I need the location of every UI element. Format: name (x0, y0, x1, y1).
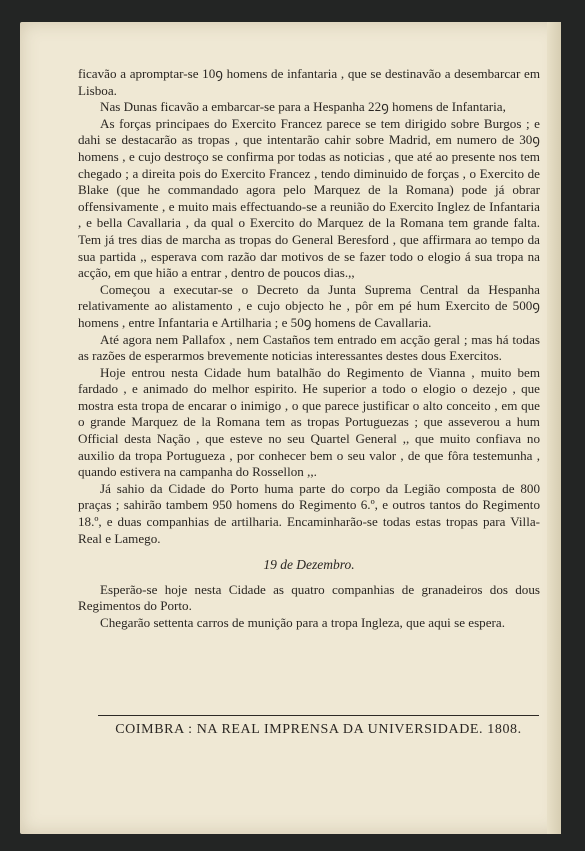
paragraph-9: Chegarão settenta carros de munição para a tropa Ingleza, que aqui se espera. (100, 615, 505, 630)
page-edge (547, 22, 561, 834)
paragraph-2: Nas Dunas ficavão a embarcar-se para a Hespanha 22ꝯ homens de Infantaria, (100, 99, 506, 115)
paragraph-7: Já sahio da Cidade do Porto huma parte do corpo da Legião composta de 800 praças ; sahirão tambem 950 homens do Regimento 6.º, e outros tantos do Regimento 18.º, e duas companhias de artilharia. Encaminharão-se todas estas tropas para Villa-Real e Lamego. (78, 480, 540, 546)
footer-rule (98, 715, 539, 716)
paragraph-8: Esperão-se hoje nesta Cidade as quatro companhias de granadeiros dos dous Regimentos do Porto. (78, 581, 540, 614)
body-text (78, 66, 540, 632)
paragraph-5: Até agora nem Pallafox , nem Castaños tem entrado em acção geral ; mas há todas as razões de esperarmos brevemente noticias interessantes destes dous Exercitos. (78, 331, 540, 364)
paragraph-4: Começou a executar-se o Decreto da Junta Suprema Central da Hespanha relativamente ao alistamento , e cujo objecto he , pôr em pé hum Exercito de 500ꝯ homens , entre Infantaria e Artilharia ; e 50ꝯ homens de Cavallaria. (78, 281, 540, 330)
imprint-line: COIMBRA : NA REAL IMPRENSA DA UNIVERSIDADE. 1808. (115, 722, 522, 737)
paragraph-3: As forças principaes do Exercito Francez parece se tem dirigido sobre Burgos ; e dahi se destacarão as tropas , que intentarão cahir sobre Madrid, em numero de 30ꝯ homens , e cujo destroço se confirma por todas as noticias , que até ao presente nos tem chegado ; a direita pois do Exercito Francez , tendo diminuido de forças , o Exercito de Blake (que he commandado agora pelo Marquez de la Romana) pode já obrar offensivamente , e muito mais effectuando-se a reunião do Exercito Inglez de Infantaria , e bella Cavallaria , da qual o Exercito do Marquez de la Romana tem grande falta. Tem já tres dias de marcha as tropas do General Beresford , que affirmara ao tempo da sua partida ,, esperava com razão dar motivos de se fazer todo o elogio á sua tropa na acção, em que hião a entrar , dentro de poucos dias.,, (78, 115, 540, 281)
date-heading: 19 de Dezembro. (263, 557, 355, 573)
paragraph-6: Hoje entrou nesta Cidade hum batalhão do Regimento de Vianna , muito bem fardado , e animado do melhor espirito. He superior a todo o elogio o dezejo , que mostra esta tropa de encarar o inimigo , o que parece justificar o alto conceito , em que o grande Marquez de la Romana tem as tropas Portuguezas ; que asseverou a hum Official desta Nação , que esteve no seu Quartel General ,, que muito confiava no auxilio da tropa Portugueza , por conhecer bem o seu valor , de que fôra testemunha , quando estivera na campanha do Rossellon ,,. (78, 364, 540, 480)
paragraph-1: ficavão a apromptar-se 10ꝯ homens de infantaria , que se destinavão a desembarcar em Lisboa. (78, 66, 540, 98)
